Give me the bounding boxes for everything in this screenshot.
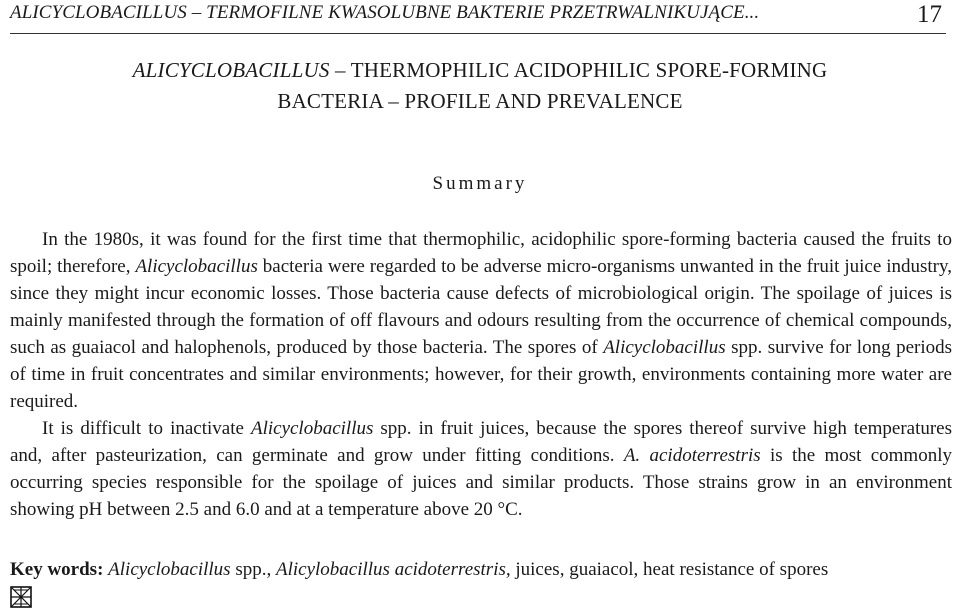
text-run: bacteria were regarded to be adverse micro-organisms unwanted in the fruit juice industry, since they might incur economic losses. Those bacteria cause defects of microbiological origin. The spoilage of juices is mainly manifested through the formation of off flavours and odours resulting from the occurrence of chemical compounds, such as guaiacol and halophenols, produced by those bacteria. The spores of — [10, 256, 952, 358]
text-run: is the most commonly occurring species responsible for the spoilage of juices and similar products. Those strains grow in an environment showing pH between 2.5 and 6.0 and at a temperature above 20 °C. — [10, 445, 952, 520]
crossed-box-icon — [10, 586, 32, 608]
header-rule — [10, 33, 946, 34]
italic-term: Alicyclobacillus — [108, 559, 231, 580]
abstract-paragraph-1 — [10, 226, 952, 415]
keywords-label: Key words: — [10, 559, 104, 580]
text-run: spp. survive for long periods of time in fruit concentrates and similar environments; however, for their growth, environments containing more water are required. — [10, 337, 953, 412]
text-run: juices, guaiacol, heat resistance of spores — [510, 559, 829, 580]
running-header — [10, 2, 942, 32]
keywords-list — [103, 559, 828, 580]
title-line2: BACTERIA – PROFILE AND PREVALENCE — [277, 89, 683, 113]
article-title — [0, 55, 960, 117]
text-run: spp., — [230, 559, 276, 580]
italic-term: A. acidoterrestris — [623, 445, 761, 466]
page-number: 17 — [917, 1, 942, 28]
abstract — [10, 226, 952, 523]
italic-term: Alicylobacillus acidoterrestris, — [275, 559, 511, 580]
italic-term: Alicyclobacillus — [603, 337, 726, 358]
text-run: It is difficult to inactivate — [42, 418, 251, 439]
abstract-paragraph-2 — [10, 415, 952, 523]
text-run: In the 1980s, it was found for the first time that thermophilic, acidophilic spore-forming bacteria caused the fruits to spoil; therefore, — [10, 229, 952, 277]
running-title: ALICYCLOBACILLUS – TERMOFILNE KWASOLUBNE BAKTERIE PRZETRWALNIKUJĄCE... — [10, 2, 760, 23]
summary-heading: Summary — [432, 173, 528, 194]
text-run: spp. in fruit juices, because the spores thereof survive high temperatures and, after pasteurization, can germinate and grow under fitting conditions. — [10, 418, 953, 466]
italic-term: Alicyclobacillus — [250, 418, 374, 439]
italic-term: Alicyclobacillus — [135, 256, 258, 277]
keywords — [10, 556, 952, 583]
title-genus: ALICYCLOBACILLUS — [132, 58, 330, 82]
title-line1-rest: – THERMOPHILIC ACIDOPHILIC SPORE-FORMING — [329, 58, 828, 82]
